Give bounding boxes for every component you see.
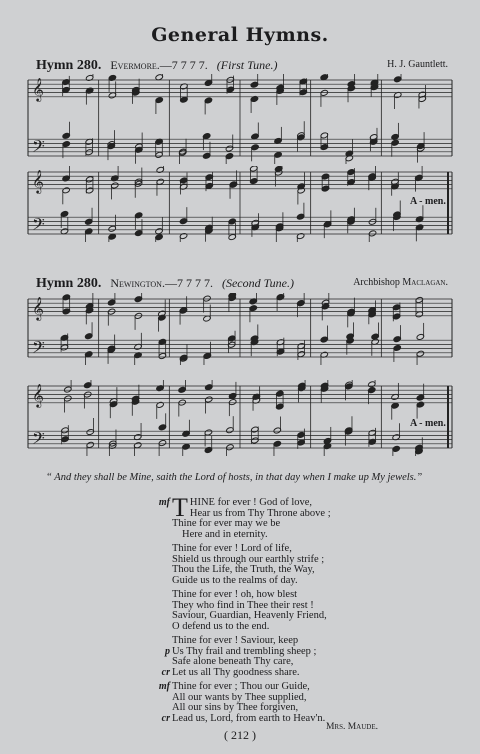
page-number: ( 212 ) <box>224 728 256 742</box>
hymn2-metre: —7 7 7 7. <box>164 276 213 290</box>
verse-line-text: Hear us from Thy Throne above ; <box>189 507 331 519</box>
hymn1-amen: A - men. <box>410 196 446 207</box>
verse-1 <box>158 493 331 540</box>
treble-clef-icon: 𝄞 <box>32 76 44 101</box>
page-header: General Hymns. <box>151 24 329 46</box>
hymn1-title-line <box>36 58 448 74</box>
dynamic-mark: mf <box>158 681 170 692</box>
hymn1-note: (First Tune.) <box>216 58 278 72</box>
treble-clef-icon: 𝄞 <box>32 168 44 193</box>
verse-line-text: Thine for ever ! oh, how blest <box>172 589 298 600</box>
verse-line-text: Thine for ever ! Saviour, keep <box>172 635 299 646</box>
verse-line-text: O defend us to the end. <box>172 620 270 632</box>
verse-line <box>161 712 326 725</box>
dynamic-mark: p <box>165 645 170 657</box>
bass-clef-icon: 𝄢 <box>32 337 45 361</box>
verse-line-text: Thine for ever ! Lord of life, <box>172 543 292 554</box>
hymn2-note: (Second Tune.) <box>221 276 294 290</box>
verse-line-text: Guide us to the realms of day. <box>172 574 298 586</box>
verse-line <box>172 622 327 633</box>
bass-clef-icon: 𝄢 <box>32 136 45 160</box>
hymn1-number: Hymn 280. <box>36 58 102 73</box>
verse-5 <box>158 681 326 724</box>
verse-3 <box>172 590 327 632</box>
verse-line-text: Safe alone beneath Thy care, <box>172 656 294 668</box>
dynamic-mark: cr <box>161 712 170 724</box>
verse-line-text: Thine for ever ; Thou our Guide, <box>172 681 310 692</box>
hymn1-metre: —7 7 7 7. <box>159 58 208 72</box>
hymn1-composer: H. J. Gauntlett. <box>387 59 448 70</box>
bass-clef-icon: 𝄢 <box>32 214 45 238</box>
verse-line <box>161 666 316 679</box>
hymn2-staff-system1 <box>24 293 456 365</box>
author: Mrs. Maude. <box>325 722 378 732</box>
hymn2-staff-system2 <box>24 380 456 456</box>
verse-line <box>172 576 324 587</box>
hymn1-staff-system2 <box>24 166 456 242</box>
hymn2-score-system1 <box>24 293 456 365</box>
hymn1-staff-system1 <box>24 74 456 164</box>
verse-line <box>172 530 323 541</box>
bass-clef-icon: 𝄢 <box>32 428 45 452</box>
hymn2-number: Hymn 280. <box>36 276 102 291</box>
dynamic-mark: mf <box>158 497 170 508</box>
hymn1-score-system2 <box>24 166 456 242</box>
hymn2-amen: A - men. <box>410 418 446 429</box>
hymn2-score-system2 <box>24 380 456 456</box>
verse-line-text: Thine for ever may we be <box>172 518 281 530</box>
hymn2-title-line <box>36 276 448 292</box>
verse-line-text: HINE for ever ! God of love, <box>189 497 313 508</box>
verse-line-text: Us Thy frail and trembling sheep ; <box>172 645 317 657</box>
drop-cap: T <box>172 493 188 522</box>
verse-line-text: Thou the Life, the Truth, the Way, <box>172 564 315 576</box>
verse-4 <box>161 635 317 678</box>
verse-line-text: Lead us, Lord, from earth to Heav'n. <box>172 712 326 724</box>
verse-2 <box>172 544 324 586</box>
treble-clef-icon: 𝄞 <box>32 295 44 320</box>
verse-line-text: Saviour, Guardian, Heavenly Friend, <box>172 610 327 622</box>
hymn1-score-system1 <box>24 74 456 164</box>
verse-line-text: Shield us through our earthly strife ; <box>172 553 325 565</box>
verse-line-text: They who find in Thee their rest ! <box>172 599 314 611</box>
verse-line-text: Here and in eternity. <box>182 528 268 540</box>
verse-line-text: All our wants by Thee supplied, <box>172 691 307 703</box>
dynamic-mark: cr <box>161 666 170 678</box>
verse-line-text: All our sins by Thee forgiven, <box>172 702 299 714</box>
hymn2-composer <box>353 277 448 288</box>
treble-clef-icon: 𝄞 <box>32 382 44 407</box>
scripture-quote: “ And they shall be Mine, saith the Lord of hosts, in that day when I make up My jewels.” <box>46 472 423 483</box>
verse-line-text: Let us all Thy goodness share. <box>172 666 300 678</box>
hymn1-tune: Evermore. <box>110 58 160 72</box>
hymn2-composer-name: Maclagan. <box>402 277 448 288</box>
hymn2-tune: Newington. <box>110 276 165 290</box>
hymn2-composer-prefix: Archbishop <box>353 277 403 288</box>
